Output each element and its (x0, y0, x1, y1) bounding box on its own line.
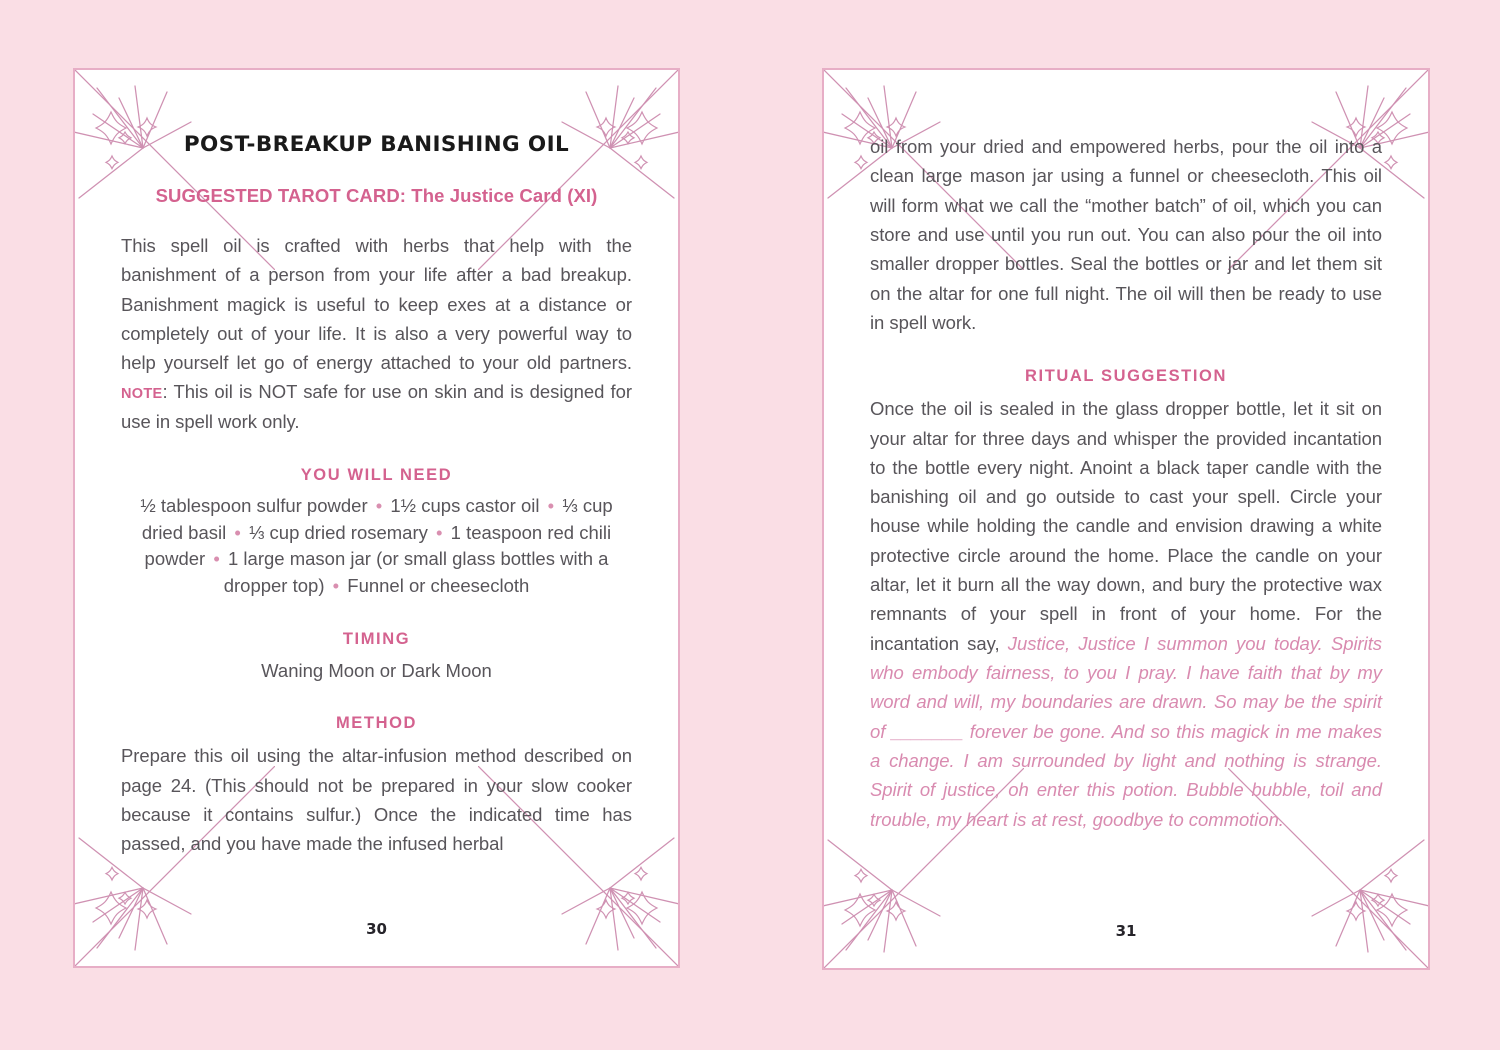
bullet-separator-icon: • (542, 495, 560, 517)
bullet-separator-icon: • (370, 495, 388, 517)
page-number: 31 (1115, 922, 1137, 940)
ritual-suggestion-heading: RITUAL SUGGESTION (1025, 367, 1227, 386)
intro-paragraph (121, 231, 632, 436)
ingredient-item: 1 large mason jar (or small glass bottles with a dropper top) (223, 548, 609, 596)
bullet-separator-icon: • (327, 574, 345, 596)
ingredients-list (121, 493, 632, 600)
incantation-blank: _______ (891, 720, 964, 742)
bullet-separator-icon: • (208, 548, 225, 570)
ingredient-item: ⅓ cup dried rosemary (248, 521, 428, 543)
bullet-separator-icon: • (229, 521, 246, 543)
suggested-tarot-card: SUGGESTED TAROT CARD: The Justice Card (XI) (155, 184, 598, 206)
timing-heading: TIMING (342, 629, 411, 648)
incantation-part2: forever be gone. And so this magick in me makes a change. I am surrounded by light and nothing is strange. Spirit of justice, oh enter this potion. Bubble bubble, toil and trouble, my heart is at rest, goodbye to commotion. (870, 720, 1382, 830)
ingredient-item: 1 teaspoon red chili powder (144, 521, 612, 570)
you-will-need-heading: YOU WILL NEED (300, 466, 453, 485)
note-label: NOTE (121, 386, 163, 403)
ritual-paragraph (870, 394, 1382, 834)
page-number: 30 (366, 920, 387, 938)
ingredient-item: ½ tablespoon sulfur powder (140, 495, 368, 517)
ingredient-item: ⅓ cup dried basil (141, 495, 613, 543)
left-page (73, 68, 680, 968)
ingredient-item: 1½ cups castor oil (390, 495, 540, 517)
incantation-part1: Justice, Justice I summon you today. Spirits who embody fairness, to you I pray. I have faith that by my word and will, my boundaries are drawn. So may be the spirit of (870, 632, 1383, 742)
right-page (822, 68, 1430, 970)
right-page-content (824, 70, 1428, 968)
intro-text-part1: This spell oil is crafted with herbs that help with the banishment of a person from your life after a bad breakup. Banishment magick is useful to keep exes at a distance or completely out of your life. It is also a very powerful way to help yourself let go of energy attached to your old partners. (121, 234, 632, 374)
ingredient-item: Funnel or cheesecloth (347, 574, 530, 596)
bullet-separator-icon: • (430, 521, 448, 543)
ritual-text: Once the oil is sealed in the glass dropper bottle, let it sit on your altar for three days and whisper the provided incantation to the bottle every night. Anoint a black taper candle with the banishing oil and go outside to cast your spell. Circle your house while holding the candle and envision drawing a white protective circle around the home. Place the candle on your altar, let it burn all the way down, and bury the protective wax remnants of your spell in front of your home. For the incantation say, (870, 398, 1382, 654)
timing-value: Waning Moon or Dark Moon (261, 659, 492, 681)
page-title: POST-BREAKUP BANISHING OIL (183, 132, 570, 157)
method-paragraph: Prepare this oil using the altar-infusion method described on page 24. (This should not be prepared in your slow cooker because it contains sulfur.) Once the indicated time has passed, and you have made the infused herbal (121, 745, 632, 855)
method-heading: METHOD (335, 714, 418, 733)
intro-text-part2: : This oil is NOT safe for use on skin and is designed for use in spell work only. (121, 381, 632, 432)
left-page-content (75, 70, 678, 966)
continuation-paragraph: oil from your dried and empowered herbs, pour the oil into a clean large mason jar using a funnel or cheesecloth. This oil will form what we call the “mother batch” of oil, which you can store and use until you run out. You can also pour the oil into smaller dropper bottles. Seal the bottles or jar and let them sit on the altar for one full night. The oil will then be ready to use in spell work. (870, 136, 1382, 333)
